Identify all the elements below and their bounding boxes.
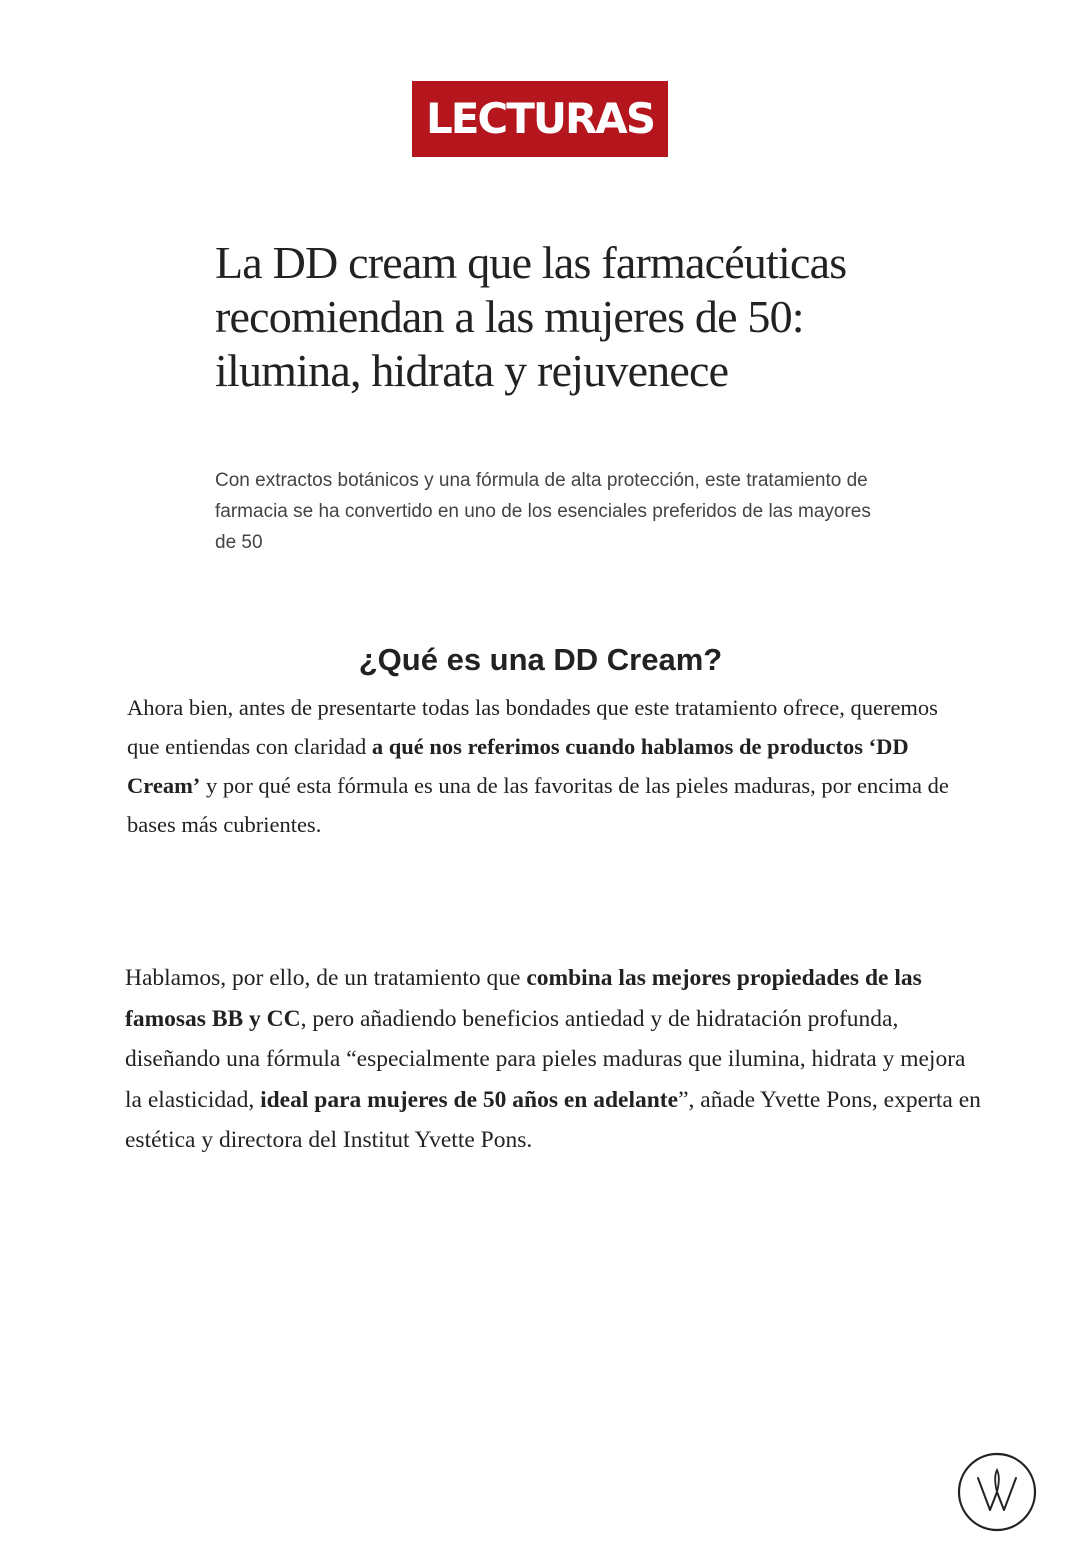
paragraph-text: Ahora bien, antes de presentarte todas las bondades que este tratamiento ofrece, queremos que entiendas con claridad — [127, 695, 938, 759]
paragraph-text: , pero añadiendo beneficios antiedad y de hidratación profunda, diseñando una fórmula “especialmente para pieles maduras que ilumina, hidrata y mejora la elasticidad, — [125, 1005, 966, 1113]
yvette-pons-monogram-icon — [957, 1452, 1037, 1532]
paragraph-text: y por qué esta fórmula es una de las favoritas de las pieles maduras, por encima de bases más cubrientes. — [127, 773, 949, 837]
paragraph-quote — [125, 958, 985, 1161]
paragraph-bold-text: ideal para mujeres de 50 años en adelante — [260, 1086, 679, 1113]
logo-text: LECTURAS — [425, 94, 655, 143]
lecturas-logo — [412, 81, 668, 157]
paragraph-bold-text: combina las mejores propiedades de las famosas BB y CC — [125, 965, 922, 1032]
paragraph-bold-text: a qué nos referimos cuando hablamos de productos ‘DD Cream’ — [127, 734, 909, 798]
paragraph-text: ”, añade Yvette Pons, experta en estética y directora del Institut Yvette Pons. — [125, 1086, 981, 1153]
article-headline: La DD cream que las farmacéuticas recomiendan a las mujeres de 50: ilumina, hidrata y rejuvenece — [215, 237, 847, 396]
paragraph-intro — [127, 688, 967, 844]
section-heading: ¿Qué es una DD Cream? — [358, 642, 723, 677]
article-subtitle: Con extractos botánicos y una fórmula de alta protección, este tratamiento de farmacia se ha convertido en uno de los esenciales preferidos de las mayores de 50 — [215, 470, 871, 553]
paragraph-text: Hablamos, por ello, de un tratamiento que — [125, 965, 527, 991]
